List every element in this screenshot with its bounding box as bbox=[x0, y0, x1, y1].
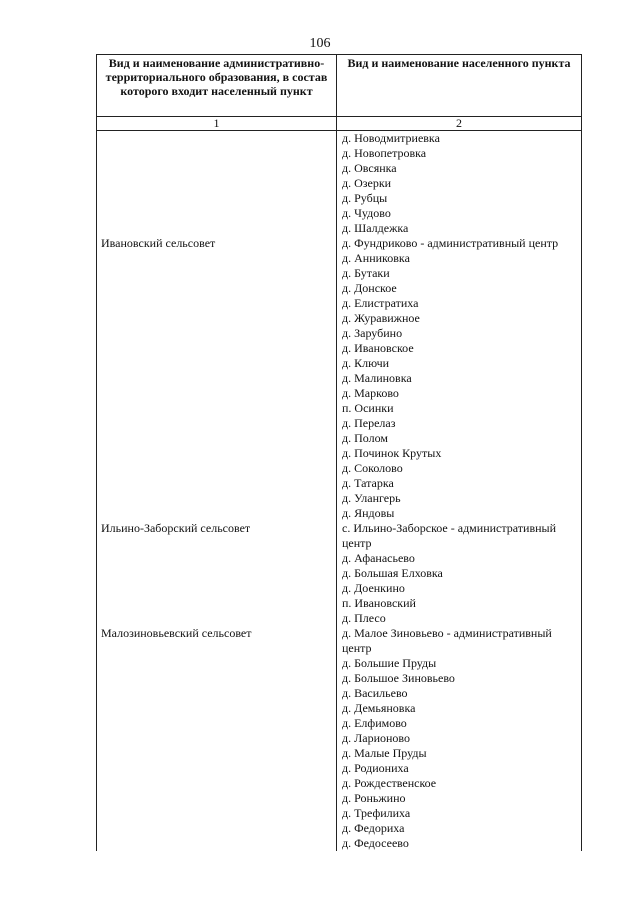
header-col1: Вид и наименование административно-территориального образования, в состав которого входит населенный пункт bbox=[97, 55, 337, 117]
settlements-cell bbox=[337, 521, 582, 626]
settlement-item: д. Афанасьево bbox=[342, 551, 415, 565]
council-cell bbox=[97, 521, 337, 626]
settlement-item: д. Родиониха bbox=[342, 761, 409, 775]
settlement-item: д. Новопетровка bbox=[342, 146, 427, 160]
table-row bbox=[97, 521, 582, 626]
column-number-2: 2 bbox=[337, 117, 582, 131]
settlement-item: д. Ивановское bbox=[342, 341, 414, 355]
settlement-item: д. Полом bbox=[342, 431, 388, 445]
settlement-item: д. Плесо bbox=[342, 611, 386, 625]
settlement-item: д. Соколово bbox=[342, 461, 403, 475]
page-number: 106 bbox=[309, 36, 331, 51]
settlements-cell bbox=[337, 236, 582, 521]
settlement-item: д. Федориха bbox=[342, 821, 405, 835]
settlement-item: д. Рубцы bbox=[342, 191, 388, 205]
settlement-item: д. Васильево bbox=[342, 686, 408, 700]
settlement-item: д. Большое Зиновьево bbox=[342, 671, 455, 685]
settlement-item: п. Ивановский bbox=[342, 596, 416, 610]
council-cell bbox=[97, 131, 337, 237]
settlement-item: д. Роньжино bbox=[342, 791, 406, 805]
settlement-item: д. Рождественское bbox=[342, 776, 437, 790]
settlement-item: д. Марково bbox=[342, 386, 399, 400]
settlement-item: д. Малое Зиновьево - административный центр bbox=[342, 626, 552, 655]
settlement-item: д. Чудово bbox=[342, 206, 391, 220]
settlement-item: д. Трефилиха bbox=[342, 806, 411, 820]
settlement-item: п. Осинки bbox=[342, 401, 394, 415]
table-row bbox=[97, 626, 582, 851]
column-number-1: 1 bbox=[97, 117, 337, 131]
settlement-item: д. Елистратиха bbox=[342, 296, 419, 310]
council-name: Ивановский сельсовет bbox=[101, 236, 216, 250]
table-header-row bbox=[97, 55, 582, 117]
settlement-item: д. Анниковка bbox=[342, 251, 410, 265]
settlement-item: д. Овсянка bbox=[342, 161, 397, 175]
header-col2: Вид и наименование населенного пункта bbox=[337, 55, 582, 117]
settlement-item: д. Новодмитриевка bbox=[342, 131, 440, 145]
settlement-item: д. Яндовы bbox=[342, 506, 395, 520]
settlements-cell bbox=[337, 131, 582, 237]
settlement-item: д. Малые Пруды bbox=[342, 746, 427, 760]
settlement-item: д. Татарка bbox=[342, 476, 394, 490]
table-row bbox=[97, 131, 582, 237]
column-number-row bbox=[97, 117, 582, 131]
settlement-item: д. Елфимово bbox=[342, 716, 407, 730]
settlement-item: д. Шалдежка bbox=[342, 221, 409, 235]
settlement-item: д. Федосеево bbox=[342, 836, 409, 850]
settlement-item: д. Ключи bbox=[342, 356, 390, 370]
settlement-item: д. Донское bbox=[342, 281, 397, 295]
settlement-item: д. Бутаки bbox=[342, 266, 390, 280]
settlement-item: д. Перелаз bbox=[342, 416, 396, 430]
settlement-item: д. Озерки bbox=[342, 176, 392, 190]
settlement-item: д. Большая Елховка bbox=[342, 566, 443, 580]
council-name: Ильино-Заборский сельсовет bbox=[101, 521, 251, 535]
settlement-item: с. Ильино-Заборское - административный центр bbox=[342, 521, 557, 550]
settlement-item: д. Улангерь bbox=[342, 491, 401, 505]
settlement-item: д. Доенкино bbox=[342, 581, 405, 595]
settlement-item: д. Большие Пруды bbox=[342, 656, 437, 670]
settlements-cell bbox=[337, 626, 582, 851]
council-cell bbox=[97, 236, 337, 521]
table-body bbox=[97, 131, 582, 852]
settlements-table bbox=[96, 54, 582, 851]
settlement-item: д. Демьяновка bbox=[342, 701, 416, 715]
settlement-item: д. Починок Крутых bbox=[342, 446, 442, 460]
council-cell bbox=[97, 626, 337, 851]
settlement-item: д. Малиновка bbox=[342, 371, 412, 385]
settlement-item: д. Ларионово bbox=[342, 731, 410, 745]
settlement-item: д. Зарубино bbox=[342, 326, 403, 340]
council-name: Малозиновьевский сельсовет bbox=[101, 626, 252, 640]
settlement-item: д. Журавижное bbox=[342, 311, 420, 325]
settlement-item: д. Фундриково - административный центр bbox=[342, 236, 559, 250]
table-row bbox=[97, 236, 582, 521]
